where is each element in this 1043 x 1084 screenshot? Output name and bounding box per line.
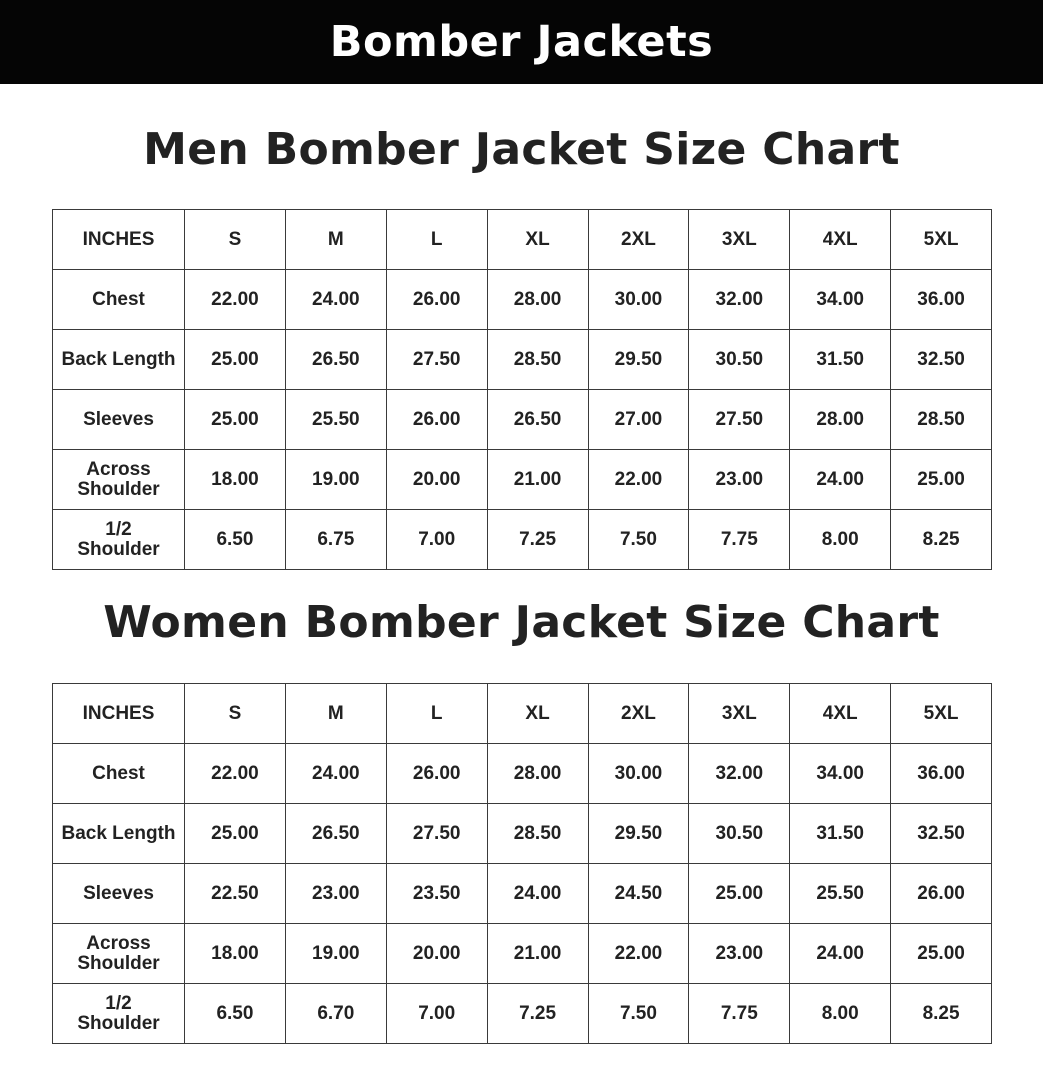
header-cell-size: L	[386, 684, 487, 744]
header-cell-size: 5XL	[891, 210, 992, 270]
table-cell: 23.50	[386, 864, 487, 924]
table-cell: 30.50	[689, 330, 790, 390]
table-cell: 28.50	[487, 330, 588, 390]
table-cell: 28.00	[487, 270, 588, 330]
row-label-line: Shoulder	[77, 952, 160, 974]
header-cell-units: INCHES	[53, 684, 185, 744]
table-row	[53, 804, 992, 864]
table-cell: 7.75	[689, 984, 790, 1044]
table-cell: 7.00	[386, 984, 487, 1044]
header-cell-size: 4XL	[790, 210, 891, 270]
table-cell: 26.00	[386, 270, 487, 330]
women-size-table	[52, 683, 992, 1044]
table-cell: 18.00	[185, 450, 286, 510]
row-label: Back Length	[53, 330, 185, 390]
header-cell-size: 4XL	[790, 684, 891, 744]
table-cell: 24.00	[790, 924, 891, 984]
row-label	[53, 984, 185, 1044]
table-cell: 30.00	[588, 744, 689, 804]
table-cell: 6.50	[185, 984, 286, 1044]
table-cell: 25.00	[185, 330, 286, 390]
table-cell: 32.50	[891, 330, 992, 390]
table-cell: 24.00	[285, 270, 386, 330]
table-cell: 22.50	[185, 864, 286, 924]
table-cell: 7.25	[487, 510, 588, 570]
table-cell: 7.50	[588, 984, 689, 1044]
table-cell: 28.50	[487, 804, 588, 864]
table-cell: 19.00	[285, 924, 386, 984]
table-cell: 25.00	[891, 924, 992, 984]
table-cell: 29.50	[588, 804, 689, 864]
table-header-row	[53, 684, 992, 744]
table-cell: 34.00	[790, 744, 891, 804]
table-cell: 32.50	[891, 804, 992, 864]
table-cell: 30.50	[689, 804, 790, 864]
table-row	[53, 510, 992, 570]
table-cell: 36.00	[891, 744, 992, 804]
table-cell: 27.50	[689, 390, 790, 450]
header-cell-size: 3XL	[689, 684, 790, 744]
header-cell-size: 2XL	[588, 210, 689, 270]
table-cell: 31.50	[790, 330, 891, 390]
table-cell: 19.00	[285, 450, 386, 510]
row-label-line: Across	[86, 458, 151, 480]
row-label	[53, 924, 185, 984]
table-header-row	[53, 210, 992, 270]
table-cell: 26.50	[487, 390, 588, 450]
row-label-line: Across	[86, 932, 151, 954]
table-cell: 8.25	[891, 984, 992, 1044]
header-cell-size: M	[285, 210, 386, 270]
row-label: Chest	[53, 270, 185, 330]
table-cell: 23.00	[689, 450, 790, 510]
table-cell: 26.50	[285, 330, 386, 390]
table-row	[53, 924, 992, 984]
table-cell: 25.00	[891, 450, 992, 510]
table-cell: 25.00	[185, 804, 286, 864]
header-cell-size: 3XL	[689, 210, 790, 270]
table-cell: 6.70	[285, 984, 386, 1044]
row-label-line: 1/2	[105, 518, 132, 540]
table-cell: 28.00	[790, 390, 891, 450]
table-cell: 26.50	[285, 804, 386, 864]
men-chart-title: Men Bomber Jacket Size Chart	[143, 124, 900, 175]
row-label-line: Shoulder	[77, 538, 160, 560]
table-cell: 23.00	[285, 864, 386, 924]
table-cell: 21.00	[487, 450, 588, 510]
table-cell: 6.50	[185, 510, 286, 570]
table-cell: 22.00	[588, 450, 689, 510]
row-label: Sleeves	[53, 390, 185, 450]
table-cell: 7.75	[689, 510, 790, 570]
table-row	[53, 330, 992, 390]
table-cell: 27.50	[386, 330, 487, 390]
banner	[0, 0, 1043, 84]
header-cell-size: 2XL	[588, 684, 689, 744]
table-cell: 34.00	[790, 270, 891, 330]
table-cell: 36.00	[891, 270, 992, 330]
table-cell: 22.00	[185, 270, 286, 330]
table-row	[53, 270, 992, 330]
table-cell: 28.50	[891, 390, 992, 450]
table-cell: 22.00	[185, 744, 286, 804]
table-cell: 24.50	[588, 864, 689, 924]
table-cell: 6.75	[285, 510, 386, 570]
row-label	[53, 510, 185, 570]
table-row	[53, 984, 992, 1044]
table-cell: 31.50	[790, 804, 891, 864]
table-cell: 27.00	[588, 390, 689, 450]
table-cell: 25.00	[185, 390, 286, 450]
header-cell-units: INCHES	[53, 210, 185, 270]
table-cell: 7.50	[588, 510, 689, 570]
table-cell: 25.50	[285, 390, 386, 450]
table-cell: 20.00	[386, 450, 487, 510]
table-row	[53, 744, 992, 804]
table-cell: 24.00	[790, 450, 891, 510]
header-cell-size: L	[386, 210, 487, 270]
row-label	[53, 450, 185, 510]
table-cell: 24.00	[487, 864, 588, 924]
table-cell: 26.00	[386, 390, 487, 450]
table-cell: 23.00	[689, 924, 790, 984]
row-label-line: Shoulder	[77, 1012, 160, 1034]
row-label-line: 1/2	[105, 992, 132, 1014]
table-cell: 8.00	[790, 510, 891, 570]
table-cell: 8.00	[790, 984, 891, 1044]
table-cell: 20.00	[386, 924, 487, 984]
table-cell: 32.00	[689, 744, 790, 804]
row-label: Sleeves	[53, 864, 185, 924]
table-cell: 7.25	[487, 984, 588, 1044]
table-cell: 24.00	[285, 744, 386, 804]
banner-title: Bomber Jackets	[329, 16, 714, 67]
header-cell-size: XL	[487, 684, 588, 744]
table-cell: 7.00	[386, 510, 487, 570]
table-row	[53, 390, 992, 450]
header-cell-size: S	[185, 684, 286, 744]
table-cell: 21.00	[487, 924, 588, 984]
table-cell: 22.00	[588, 924, 689, 984]
header-cell-size: M	[285, 684, 386, 744]
table-cell: 18.00	[185, 924, 286, 984]
header-cell-size: S	[185, 210, 286, 270]
header-cell-size: XL	[487, 210, 588, 270]
men-size-table	[52, 209, 992, 570]
table-cell: 32.00	[689, 270, 790, 330]
row-label: Back Length	[53, 804, 185, 864]
table-cell: 28.00	[487, 744, 588, 804]
row-label-line: Shoulder	[77, 478, 160, 500]
table-row	[53, 450, 992, 510]
header-cell-size: 5XL	[891, 684, 992, 744]
table-cell: 29.50	[588, 330, 689, 390]
table-row	[53, 864, 992, 924]
table-cell: 26.00	[386, 744, 487, 804]
table-cell: 25.50	[790, 864, 891, 924]
table-cell: 27.50	[386, 804, 487, 864]
row-label: Chest	[53, 744, 185, 804]
women-chart-title: Women Bomber Jacket Size Chart	[103, 597, 940, 648]
table-cell: 26.00	[891, 864, 992, 924]
table-cell: 30.00	[588, 270, 689, 330]
table-cell: 8.25	[891, 510, 992, 570]
table-cell: 25.00	[689, 864, 790, 924]
